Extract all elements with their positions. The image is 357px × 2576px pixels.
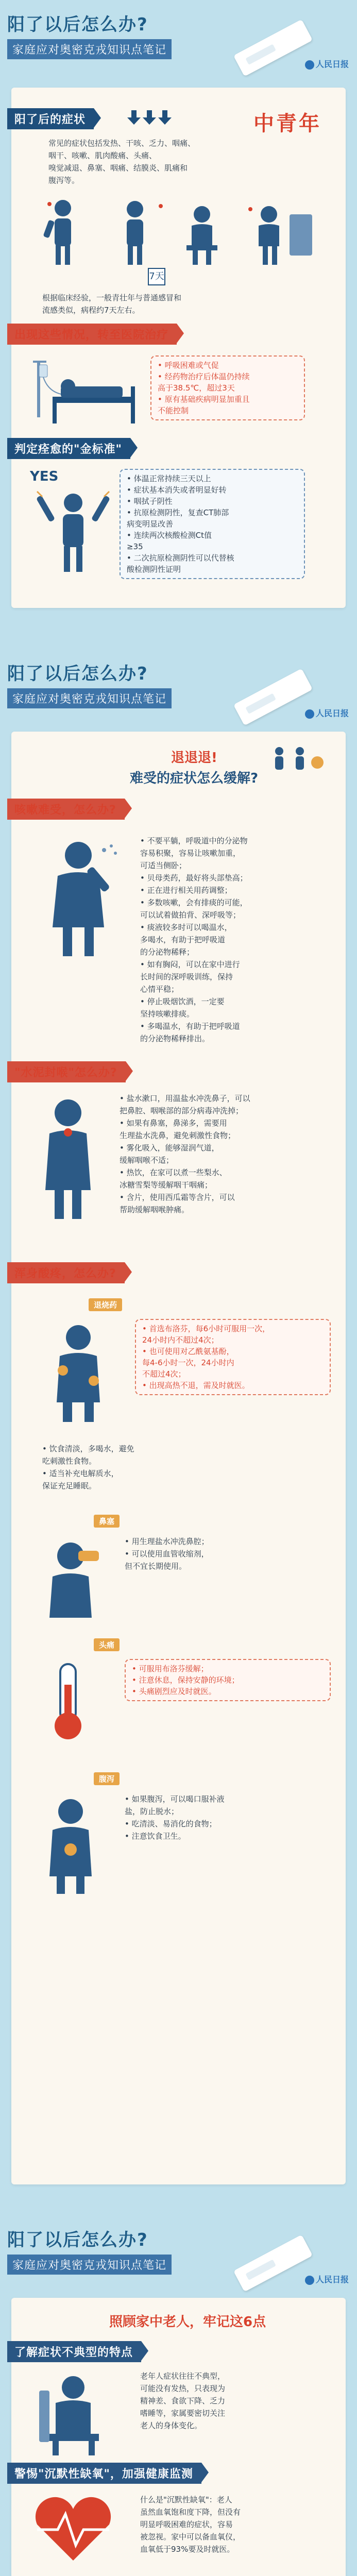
virus-figures-icon (269, 744, 326, 780)
cough-text: • 不要平躺，呼吸道中的分泌物 容易积聚，容易让咳嗽加重， 可适当侧卧； • 贝母类药，最好将头部垫高； • 正在进行相关用药调整； • 多数咳嗽，会有排痰的可能， 可以试着做拍背、深呼吸等； • 痰液较多时可以喝温水， 多喝水，有助于把呼吸道 的分泌物稀释； • 如有胸闷，可以在家中进行 长时间的深呼吸训练，保持 心情平稳； • 停止吸烟饮酒，一定要 坚持咳嗽排痰。 • 多喝温水，有助于把呼吸道 的分泌物稀释排出。 (140, 836, 248, 1043)
nose-tag: 鼻塞 (94, 1515, 120, 1528)
symptoms-text: 常见的症状包括发热、干咳、乏力、咽痛、 咽干、咳嗽、肌肉酸痛、头痛、 嗅觉减退、鼻塞、咽痛、结膜炎、肌痛和 腹泻等。 (48, 139, 196, 185)
body-title: 浑身酸疼，怎么办? (7, 1262, 125, 1283)
arrows-down-icon (127, 108, 174, 126)
header-subtitle: 家庭应对奥密克戎知识点笔记 (7, 2255, 172, 2275)
coughing-person-icon (27, 835, 130, 958)
section3-card (11, 2298, 346, 2576)
recovery-text: 根据临床经验，一般青壮年与普通感冒和 流感类似，病程约7天左右。 (42, 293, 182, 315)
nose-text: • 用生理盐水冲洗鼻腔； • 可以使用血管收缩剂， 但不宜长期使用。 (125, 1537, 209, 1571)
hospital-bed-icon (32, 355, 140, 433)
thermometer-icon (32, 1659, 109, 1747)
body-ache-icon (32, 1319, 125, 1422)
fever-list: • 首选布洛芬，每6小时可服用一次， 24小时内不超过4次； • 也可使用对乙酰氨基酚， 每4-6小时一次，24小时内 不超过4次； • 出现高热不退，需及时就医。 (135, 1319, 331, 1395)
stomach-ache-icon (32, 1793, 109, 1896)
age-group: 中青年 (253, 112, 321, 135)
diarrhea-tag: 腹泻 (94, 1772, 120, 1785)
header-title: 阳了以后怎么办? (7, 2230, 148, 2250)
drink-text: • 饮食清淡，多喝水，避免 吃刺激性食物。 • 适当补充电解质水， 保证充足睡眠。 (42, 1444, 134, 1490)
header-subtitle: 家庭应对奥密克戎知识点笔记 (7, 688, 172, 708)
elder-sitting-icon (27, 2370, 120, 2458)
danger-list: • 呼吸困难或气促 • 经药物治疗后体温仍持续 高于38.5℃，超过3天 • 原有基础疾病明显加重且 不能控制 (150, 355, 305, 420)
antigen-test-icon (233, 19, 313, 76)
recover-list: • 体温正常持续三天以上 • 症状基本消失或者明显好转 • 咽拭子阴性 • 抗原检测阴性，复查CT肺部 病变明显改善 • 连续两次核酸检测Ct值 ≥35 • 二次抗原检测阴性可以代替核 酸检测阴性证明 (120, 469, 305, 579)
elder-tip1-title: 了解症状不典型的特点 (7, 2341, 141, 2362)
logo: 人民日报 (305, 707, 349, 719)
logo: 人民日报 (305, 2273, 349, 2285)
symptoms-title: 阳了后的症状 (7, 108, 94, 129)
logo: 人民日报 (305, 58, 349, 70)
header-subtitle: 家庭应对奥密克戎知识点笔记 (7, 39, 172, 59)
elder-tip2-title: 警惕"沉默性缺氧"，加强健康监测 (7, 2463, 201, 2484)
duration-badge: 7天 (148, 268, 165, 285)
stuffy-nose-icon (32, 1535, 109, 1623)
throat-title: "水泥封喉"怎么办? (7, 1061, 126, 1082)
antigen-test-icon (233, 668, 313, 725)
head-tag: 头痛 (94, 1638, 120, 1651)
section2-card (11, 732, 346, 2184)
section2-title-1: 退退退! (171, 750, 217, 766)
section3-title: 照顾家中老人，牢记这6点 (109, 2314, 266, 2330)
cheering-person-icon (32, 489, 114, 577)
sick-people-icon (32, 194, 326, 271)
section1-card (11, 88, 346, 608)
cough-title: 咳嗽难受，怎么办? (7, 799, 125, 820)
elder-tip1-text: 老年人症状往往不典型， 可能没有发热，只表现为 精神差、食欲下降、乏力 嗜睡等，家属要密切关注 老人的身体变化。 (140, 2371, 226, 2430)
section2-title-2: 难受的症状怎么缓解? (130, 771, 259, 786)
recover-standard-title: 判定痊愈的"金标准" (7, 438, 130, 459)
header-title: 阳了以后怎么办? (7, 664, 148, 684)
fever-tag: 退烧药 (89, 1298, 122, 1311)
diarrhea-text: • 如果腹泻，可以喝口服补液 盐，防止脱水； • 吃清淡、易消化的食物； • 注意饮食卫生。 (125, 1794, 225, 1841)
throat-text: • 盐水漱口，用温盐水冲洗鼻子，可以 把鼻腔、咽喉部的部分病毒冲洗掉； • 如果有鼻塞，鼻涕多，需要用 生理盐水洗鼻，避免刺激性食物； • 雾化吸入，能够湿润气道， 缓解咽喉不适； • 热饮，在家可以煮一些梨水、 冰糖雪梨等缓解咽干咽痛； • 含片，使用西瓜霜等含片，可以 帮助缓解咽喉肿痛。 (120, 1094, 250, 1214)
yes-label: YES (30, 469, 59, 484)
sore-throat-icon (27, 1092, 109, 1226)
danger-title: 出现这些情况，转至医院治疗 (7, 324, 177, 345)
heart-pulse-icon (27, 2494, 120, 2566)
antigen-test-icon (233, 2234, 313, 2292)
header-title: 阳了以后怎么办? (7, 14, 148, 35)
head-list: • 可服用布洛芬缓解； • 注意休息，保持安静的环境； • 头痛剧烈应及时就医。 (125, 1659, 331, 1701)
elder-tip2-text: 什么是"沉默性缺氧"：老人 虽然血氧饱和度下降，但没有 明显呼吸困难的症状，容易 被忽视。家中可以备血氧仪， 血氧低于93%要及时就医。 (140, 2495, 241, 2554)
